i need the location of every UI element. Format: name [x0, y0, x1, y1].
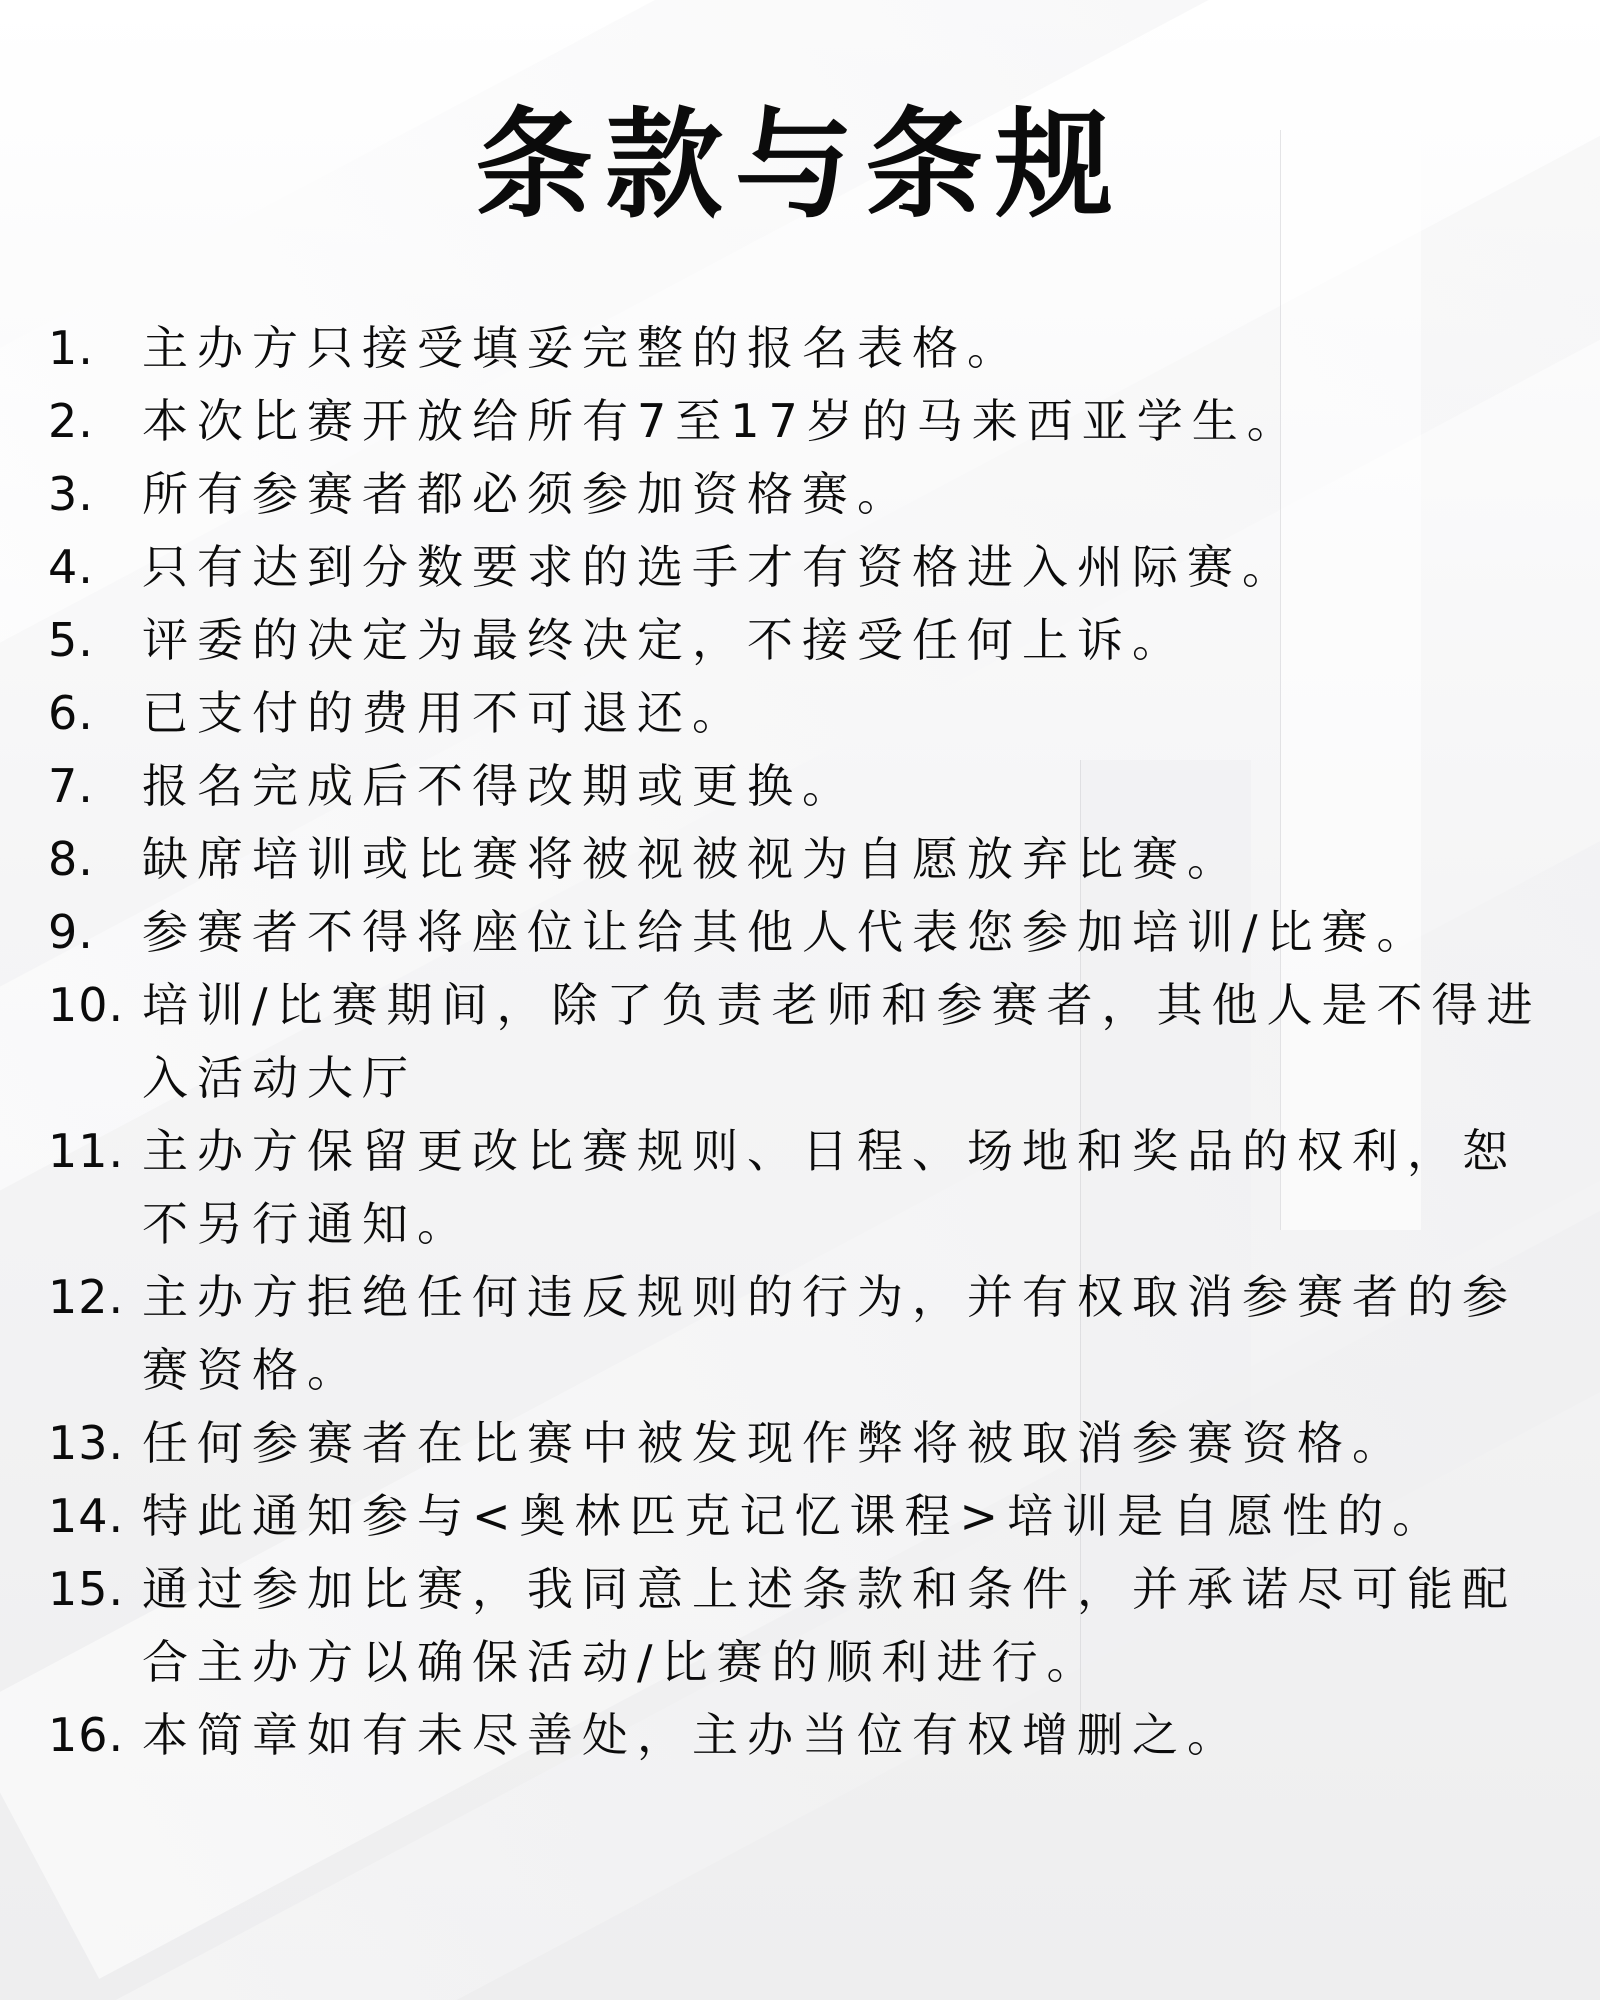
- term-text: 参赛者不得将座位让给其他人代表您参加培训/比赛。: [142, 905, 1432, 959]
- term-item-16: [48, 1699, 1568, 1772]
- term-text: 本次比赛开放给所有7至17岁的马来西亚学生。: [142, 394, 1302, 448]
- term-text: 只有达到分数要求的选手才有资格进入州际赛。: [142, 540, 1297, 594]
- term-number: 14.: [48, 1489, 125, 1543]
- term-number: 5.: [48, 613, 94, 667]
- term-number: 12.: [48, 1270, 125, 1324]
- term-item-4: [48, 531, 1568, 604]
- term-number: 1.: [48, 321, 94, 375]
- term-number: 6.: [48, 686, 94, 740]
- term-text: 本简章如有未尽善处，主办当位有权增删之。: [142, 1708, 1242, 1762]
- term-item-8: [48, 823, 1568, 896]
- term-text: 报名完成后不得改期或更换。: [142, 759, 857, 813]
- term-item-7: [48, 750, 1568, 823]
- term-text: 评委的决定为最终决定，不接受任何上诉。: [142, 613, 1187, 667]
- term-number: 15.: [48, 1562, 125, 1616]
- term-text: 主办方拒绝任何违反规则的行为，并有权取消参赛者的参赛资格。: [142, 1270, 1517, 1397]
- term-text: 通过参加比赛，我同意上述条款和条件，并承诺尽可能配合主办方以确保活动/比赛的顺利进行。: [142, 1562, 1517, 1689]
- term-text: 已支付的费用不可退还。: [142, 686, 747, 740]
- term-number: 7.: [48, 759, 94, 813]
- term-item-6: [48, 677, 1568, 750]
- terms-list: [48, 312, 1568, 1772]
- term-number: 10.: [48, 978, 125, 1032]
- term-number: 4.: [48, 540, 94, 594]
- term-number: 8.: [48, 832, 94, 886]
- term-item-9: [48, 896, 1568, 969]
- term-text: 培训/比赛期间，除了负责老师和参赛者，其他人是不得进入活动大厅: [142, 978, 1542, 1105]
- term-number: 16.: [48, 1708, 125, 1762]
- term-text: 所有参赛者都必须参加资格赛。: [142, 467, 912, 521]
- term-number: 2.: [48, 394, 94, 448]
- term-text: 任何参赛者在比赛中被发现作弊将被取消参赛资格。: [142, 1416, 1407, 1470]
- term-item-15: [48, 1553, 1568, 1699]
- term-number: 3.: [48, 467, 94, 521]
- term-number: 13.: [48, 1416, 125, 1470]
- page-title: 条款与条规: [474, 95, 1125, 234]
- term-item-14: [48, 1480, 1568, 1553]
- term-item-11: [48, 1115, 1568, 1261]
- term-text: 主办方保留更改比赛规则、日程、场地和奖品的权利，恕不另行通知。: [142, 1124, 1517, 1251]
- term-text: 主办方只接受填妥完整的报名表格。: [142, 321, 1022, 375]
- term-number: 11.: [48, 1124, 125, 1178]
- term-number: 9.: [48, 905, 94, 959]
- term-item-3: [48, 458, 1568, 531]
- term-item-10: [48, 969, 1568, 1115]
- term-item-5: [48, 604, 1568, 677]
- term-text: 特此通知参与<奥林匹克记忆课程>培训是自愿性的。: [142, 1489, 1448, 1543]
- term-item-13: [48, 1407, 1568, 1480]
- term-item-2: [48, 385, 1568, 458]
- term-text: 缺席培训或比赛将被视被视为自愿放弃比赛。: [142, 832, 1242, 886]
- term-item-12: [48, 1261, 1568, 1407]
- term-item-1: [48, 312, 1568, 385]
